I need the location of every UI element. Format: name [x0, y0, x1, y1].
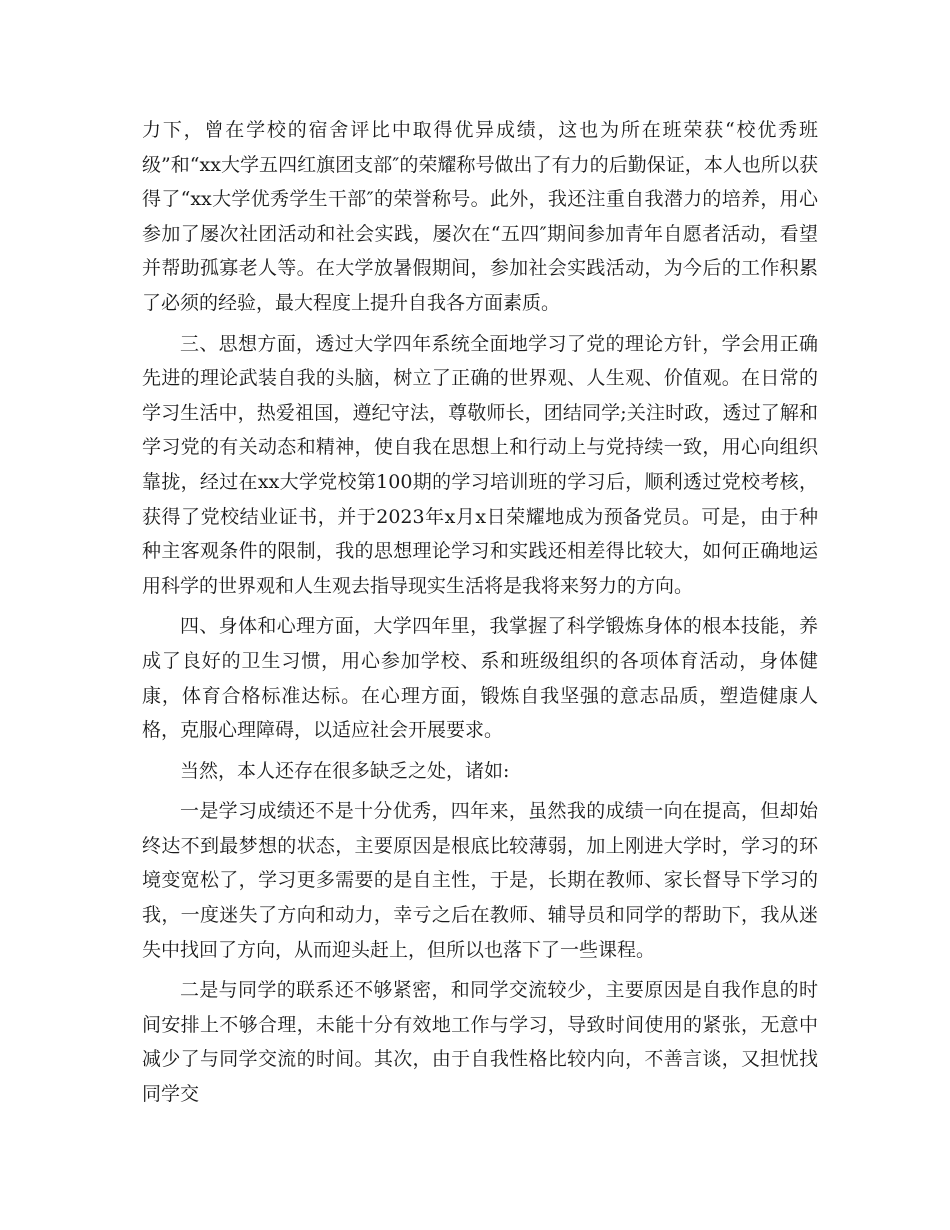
paragraph-2: 三、思想方面，透过大学四年系统全面地学习了党的理论方针，学会用正确先进的理论武装自我的头脑，树立了正确的世界观、人生观、价值观。在日常的学习生活中，热爱祖国，遵纪守法，尊敬师长，团结同学;关注时政，透过了解和学习党的有关动态和精神，使自我在思想上和行动上与党持续一致，用心向组织靠拢，经过在xx大学党校第100期的学习培训班的学习后，顺利透过党校考核，获得了党校结业证书，并于2023年x月x日荣耀地成为预备党员。可是，由于种种主客观条件的限制，我的思想理论学习和实践还相差得比较大，如何正确地运用科学的世界观和人生观去指导现实生活将是我将来努力的方向。	[142, 332, 818, 597]
paragraph-3: 四、身体和心理方面，大学四年里，我掌握了科学锻炼身体的根本技能，养成了良好的卫生习惯，用心参加学校、系和班级组织的各项体育活动，身体健康，体育合格标准达标。在心理方面，锻炼自我坚强的意志品质，塑造健康人格，克服心理障碍，以适应社会开展要求。	[142, 615, 818, 742]
paragraph-6: 二是与同学的联系还不够紧密，和同学交流较少，主要原因是自我作息的时间安排上不够合理，未能十分有效地工作与学习，导致时间使用的紧张，无意中减少了与同学交流的时间。其次，由于自我性格比较内向，不善言谈，又担忧找同学交	[142, 979, 818, 1106]
document-body	[142, 113, 818, 1118]
paragraph-4: 当然，本人还存在很多缺乏之处，诸如:	[180, 759, 510, 782]
paragraph-5: 一是学习成绩还不是十分优秀，四年来，虽然我的成绩一向在提高，但却始终达不到最梦想的状态，主要原因是根底比较薄弱，加上刚进大学时，学习的环境变宽松了，学习更多需要的是自主性，于是，长期在教师、家长督导下学习的我，一度迷失了方向和动力，幸亏之后在教师、辅导员和同学的帮助下，我从迷失中找回了方向，从而迎头赶上，但所以也落下了一些课程。	[142, 800, 818, 961]
paragraph-1: 力下，曾在学校的宿舍评比中取得优异成绩，这也为所在班荣获“校优秀班级”和“xx大学五四红旗团支部″的荣耀称号做出了有力的后勤保证，本人也所以获得了“xx大学优秀学生干部″的荣誉称号。此外，我还注重自我潜力的培养，用心参加了屡次社团活动和社会实践，屡次在“五四″期间参加青年自愿者活动，看望并帮助孤寡老人等。在大学放暑假期间，参加社会实践活动，为今后的工作积累了必须的经验，最大程度上提升自我各方面素质。	[142, 119, 818, 314]
